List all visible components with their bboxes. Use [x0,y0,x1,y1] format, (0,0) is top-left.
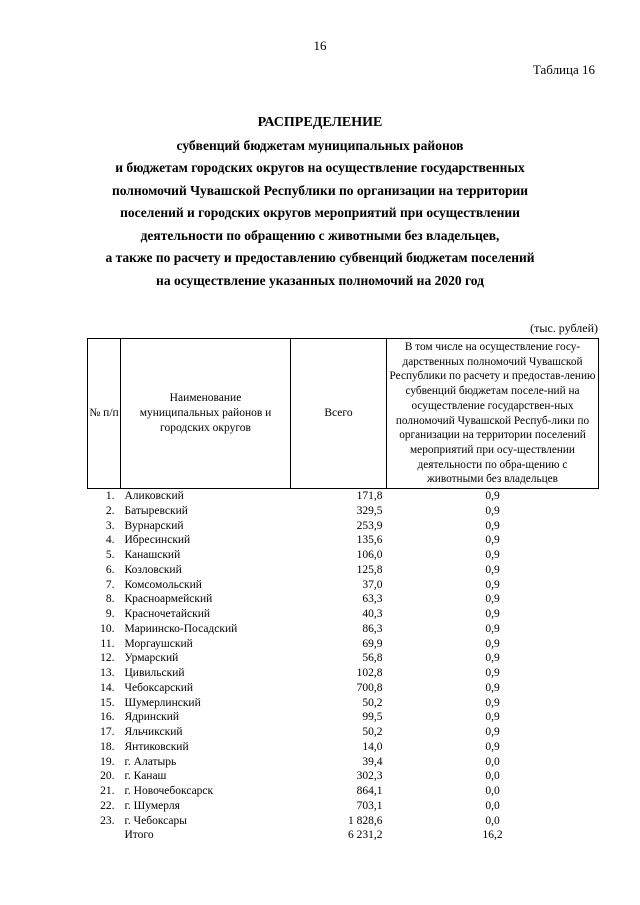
table-row [88,607,599,622]
table-row [88,651,599,666]
row-total: 14,0 [362,740,383,753]
table-row [88,696,599,711]
row-subvention: 0,9 [485,534,500,547]
title-line: субвенций бюджетам муниципальных районов [176,137,464,153]
table-row [88,725,599,740]
row-total: 102,8 [356,667,383,680]
table-label: Таблица 16 [532,62,595,77]
row-number: 18. [100,740,115,753]
page-number: 16 [313,38,327,53]
title-heading: РАСПРЕДЕЛЕНИЕ [257,115,383,130]
row-number: 4. [105,534,115,547]
title-line: деятельности по обращению с животными без владельцев, [140,227,500,243]
row-subvention: 0,9 [485,711,500,724]
table-row [88,533,599,548]
document-title [60,112,580,292]
row-total: 135,6 [356,534,383,547]
row-name: г. Алатырь [124,755,177,768]
table-row [88,548,599,563]
row-name: Аликовский [124,490,184,503]
row-total: 329,5 [356,504,383,517]
row-name: Красноармейский [124,593,213,606]
total-row [88,828,599,843]
row-subvention: 0,0 [485,770,500,783]
units-label: (тыс. рублей) [530,321,598,335]
grand-total-subvention: 16,2 [482,829,503,842]
row-number: 14. [100,681,115,694]
row-number: 13. [100,667,115,680]
row-name: Козловский [124,563,182,576]
column-header-num: № п/п [88,339,121,489]
row-subvention: 0,9 [485,726,500,739]
row-name: Ибресинский [124,534,191,547]
row-name: г. Чебоксары [124,814,187,827]
title-line: и бюджетам городских округов на осуществление государственных [115,160,525,175]
column-header-subvention: В том числе на осуществление госу-дарственных полномочий Чувашской Республики по расчету и предостав-лению субвенций бюджетам поселе-ний на осуществление государствен-ных полномочий Чувашской Респуб-лики по организации на территории поселений мероприятий при осу-ществлении деятельности по обра-щению с животными без владельцев [387,339,599,489]
table-row [88,637,599,652]
table-row [88,710,599,725]
row-total: 864,1 [356,785,383,798]
row-total: 171,8 [356,490,383,503]
row-subvention: 0,9 [485,549,500,562]
table-row [88,592,599,607]
table-row [88,489,599,504]
row-number: 15. [100,696,115,709]
table-row [88,622,599,637]
row-number: 22. [100,799,115,812]
row-subvention: 0,9 [485,563,500,576]
title-line: поселений и городских округов мероприятий при осуществлении [120,205,520,220]
table-row [88,814,599,829]
row-total: 56,8 [362,652,383,665]
row-name: Чебоксарский [124,681,194,694]
row-subvention: 0,9 [485,504,500,517]
row-subvention: 0,9 [485,637,500,650]
row-name: Батыревский [124,504,188,517]
row-name: Красночетайский [124,608,211,621]
row-total: 1 828,6 [348,814,383,827]
row-number: 9. [105,608,115,621]
table-row [88,769,599,784]
row-name: Урмарский [124,652,179,665]
row-number: 6. [105,563,115,576]
row-number: 17. [100,726,115,739]
row-total: 106,0 [356,549,383,562]
row-total: 125,8 [356,563,383,576]
row-total: 37,0 [362,578,383,591]
row-name: Вурнарский [124,519,184,532]
row-number: 19. [100,755,115,768]
row-number: 12. [100,652,115,665]
table-row [88,666,599,681]
column-header-name: Наименование муниципальных районов и городских округов [121,339,291,489]
row-subvention: 0,9 [485,490,500,503]
subsidy-table [87,338,599,843]
row-subvention: 0,9 [485,740,500,753]
row-name: г. Шумерля [124,799,180,812]
row-subvention: 0,0 [485,799,500,812]
row-total: 99,5 [362,711,383,724]
row-number: 5. [105,549,115,562]
row-number: 3. [105,519,115,532]
row-name: г. Новочебоксарск [124,785,214,798]
row-subvention: 0,0 [485,785,500,798]
row-number: 16. [100,711,115,724]
row-name: Цивильский [124,667,185,680]
row-subvention: 0,0 [485,755,500,768]
column-header-total: Всего [291,339,387,489]
row-total: 700,8 [356,681,383,694]
row-number: 21. [100,785,115,798]
row-subvention: 0,9 [485,681,500,694]
row-total: 302,3 [356,770,383,783]
table-row [88,784,599,799]
row-subvention: 0,9 [485,519,500,532]
row-total: 86,3 [362,622,383,635]
grand-total: 6 231,2 [348,829,383,842]
row-number: 8. [105,593,115,606]
row-subvention: 0,9 [485,593,500,606]
title-line: а также по расчету и предоставлению субвенций бюджетам поселений [105,250,535,265]
row-subvention: 0,9 [485,578,500,591]
row-name: Мариинско-Посадский [124,622,238,635]
row-total: 40,3 [362,608,383,621]
row-name: Моргаушский [124,637,193,650]
row-number: 11. [100,637,115,650]
row-total: 50,2 [362,726,383,739]
row-name: Шумерлинский [124,696,201,709]
row-name: г. Канаш [124,770,167,783]
row-number: 2. [105,504,115,517]
row-name: Янтиковский [124,740,189,753]
row-subvention: 0,9 [485,622,500,635]
title-line: полномочий Чувашской Республики по организации на территории [111,182,529,198]
row-total: 50,2 [362,696,383,709]
row-number: 10. [100,622,115,635]
row-total: 703,1 [356,799,383,812]
row-subvention: 0,9 [485,667,500,680]
table-row [88,578,599,593]
table-row [88,681,599,696]
row-total: 69,9 [362,637,383,650]
row-number: 7. [105,578,115,591]
row-name: Канашский [124,549,181,562]
row-total: 253,9 [356,519,383,532]
row-number: 20. [100,770,115,783]
table-row [88,504,599,519]
row-subvention: 0,9 [485,652,500,665]
row-total: 39,4 [362,755,383,768]
table-row [88,563,599,578]
row-number: 1. [105,490,115,503]
table-row [88,740,599,755]
table-row [88,519,599,534]
row-name: Яльчикский [124,726,183,739]
row-subvention: 0,9 [485,608,500,621]
total-label: Итого [124,829,154,842]
title-line: на осуществление указанных полномочий на 2020 год [156,272,484,288]
row-number: 23. [100,814,115,827]
row-subvention: 0,9 [485,696,500,709]
row-subvention: 0,0 [485,814,500,827]
table-body [88,489,599,844]
row-name: Комсомольский [124,578,202,591]
table-row [88,755,599,770]
table-row [88,799,599,814]
row-total: 63,3 [362,593,383,606]
total-row-empty [88,828,121,843]
row-name: Ядринский [124,711,180,724]
